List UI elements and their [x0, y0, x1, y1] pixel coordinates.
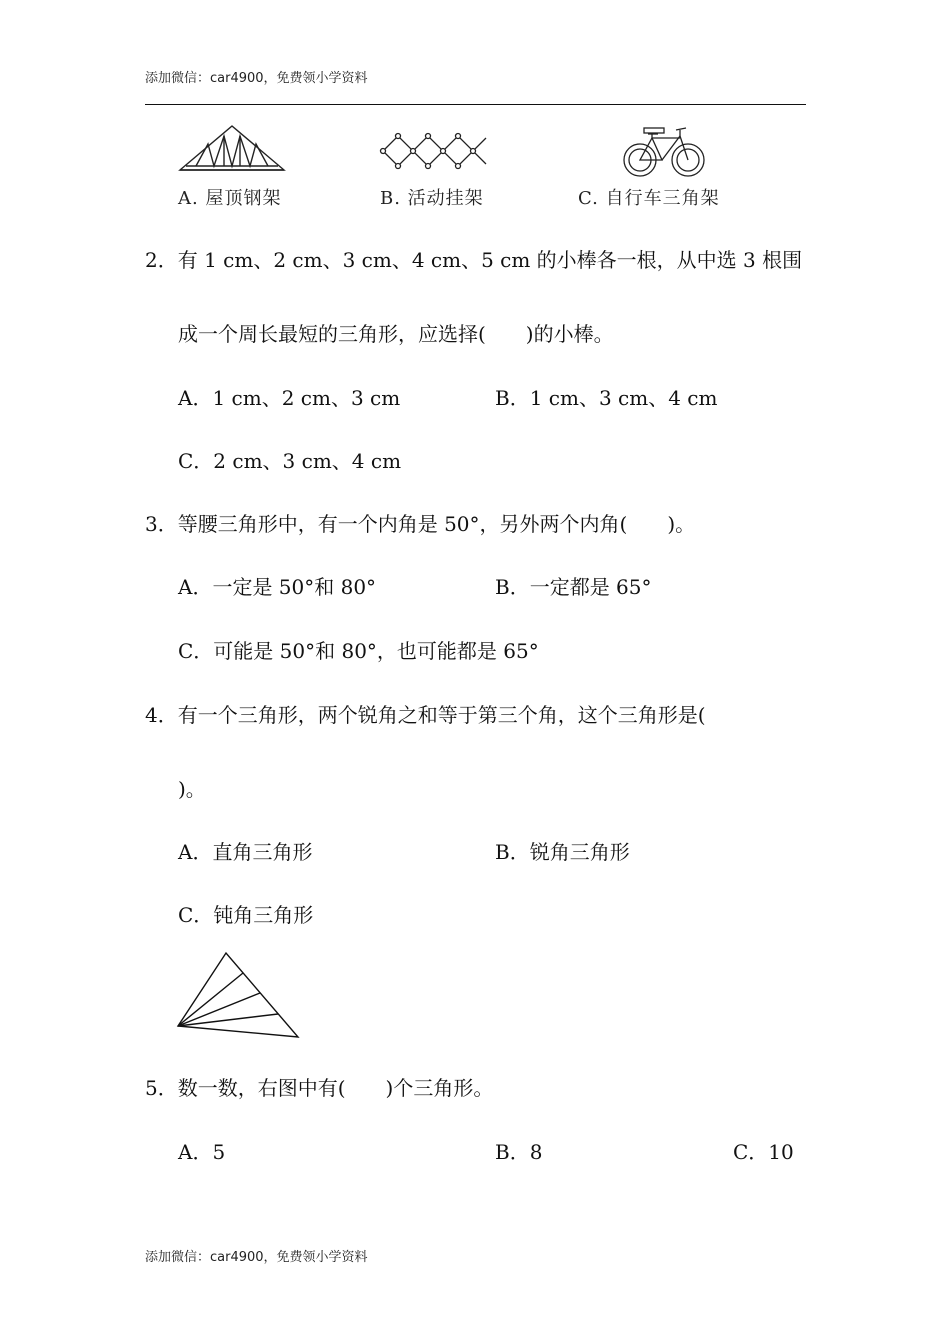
question-4-option-c: C．钝角三角形 — [178, 903, 314, 927]
question-2-option-a: A．1 cm、2 cm、3 cm — [178, 386, 401, 410]
page-header: 添加微信：car4900，免费领小学资料 — [145, 71, 368, 86]
question-2-option-b: B．1 cm、3 cm、4 cm — [495, 386, 718, 410]
question-2-option-c: C．2 cm、3 cm、4 cm — [178, 449, 402, 473]
question-5-option-a: A．5 — [178, 1140, 226, 1164]
question-5-stem: 5．数一数，右图中有( )个三角形。 — [145, 1076, 494, 1100]
question-3-stem: 3．等腰三角形中，有一个内角是 50°，另外两个内角( )。 — [145, 512, 696, 536]
question-5-option-b: B．8 — [495, 1140, 543, 1164]
roof-truss-figure — [178, 122, 288, 174]
question-4-option-a: A．直角三角形 — [178, 840, 313, 864]
question-3-option-c: C．可能是 50°和 80°，也可能都是 65° — [178, 639, 539, 663]
header-divider — [145, 104, 806, 105]
question-3-option-b: B．一定都是 65° — [495, 575, 652, 599]
figure-caption-folding-rack: B. 活动挂架 — [380, 188, 484, 209]
page-footer: 添加微信：car4900，免费领小学资料 — [145, 1250, 368, 1265]
question-2-stem-continued: 成一个周长最短的三角形，应选择( )的小棒。 — [178, 322, 614, 346]
counting-triangles-figure — [176, 951, 302, 1041]
figure-caption-roof-truss: A. 屋顶钢架 — [178, 188, 282, 209]
folding-rack-figure — [380, 133, 490, 169]
question-3-option-a: A．一定是 50°和 80° — [178, 575, 377, 599]
bicycle-figure — [620, 124, 708, 178]
question-4-option-b: B．锐角三角形 — [495, 840, 630, 864]
figure-caption-bicycle-frame: C. 自行车三角架 — [578, 188, 720, 209]
question-4-stem: 4．有一个三角形，两个锐角之和等于第三个角，这个三角形是( — [145, 703, 706, 727]
question-5-option-c: C．10 — [733, 1140, 794, 1164]
question-4-stem-continued: )。 — [178, 777, 206, 801]
question-2-stem: 2．有 1 cm、2 cm、3 cm、4 cm、5 cm 的小棒各一根，从中选 3 根围 — [145, 248, 803, 272]
